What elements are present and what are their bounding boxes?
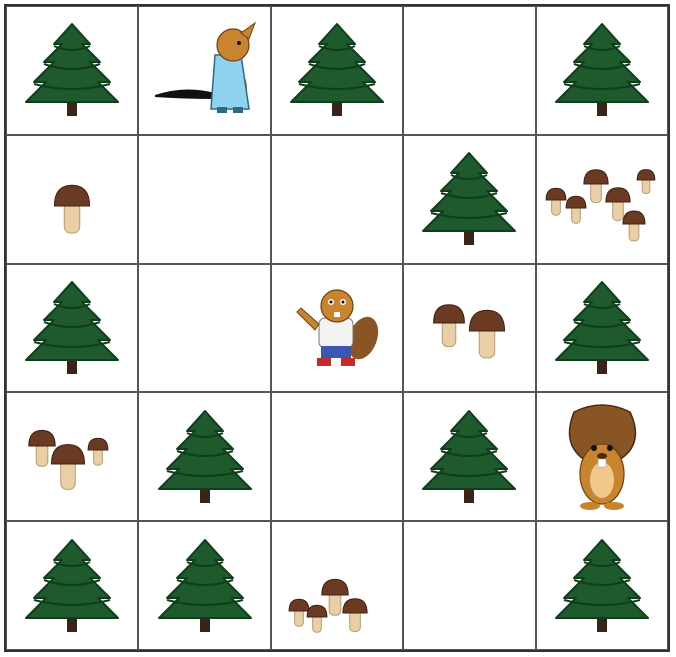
tree-icon [20,536,124,636]
cell-r4-c4[interactable] [403,392,535,521]
cell-r2-c4[interactable] [403,135,535,264]
cell-r2-c2[interactable] [138,135,270,264]
cell-r5-c2[interactable] [138,521,270,650]
cell-r5-c1[interactable] [6,521,138,650]
cell-r1-c5[interactable] [536,6,668,135]
cell-r4-c5[interactable] [536,392,668,521]
mushroom-2-icon [409,273,529,383]
tree-icon [285,20,389,120]
tree-icon [550,20,654,120]
cell-r1-c2[interactable] [138,6,270,135]
cell-r5-c3[interactable] [271,521,403,650]
tree-icon [153,407,257,507]
cell-r4-c1[interactable] [6,392,138,521]
cell-r3-c4[interactable] [403,264,535,393]
cell-r1-c1[interactable] [6,6,138,135]
cell-r5-c4[interactable] [403,521,535,650]
cell-r5-c5[interactable] [536,521,668,650]
cell-r3-c3[interactable] [271,264,403,393]
cell-r2-c3[interactable] [271,135,403,264]
tree-icon [20,20,124,120]
tree-icon [20,278,124,378]
cell-r4-c3[interactable] [271,392,403,521]
tree-icon [153,536,257,636]
tree-icon [417,149,521,249]
tree-icon [550,536,654,636]
mushroom-3-icon [12,402,132,512]
cell-r1-c4[interactable] [403,6,535,135]
tree-icon [417,407,521,507]
mushroom-1-icon [12,144,132,254]
beaver-waving-icon [287,278,387,378]
tree-icon [550,278,654,378]
cell-r4-c2[interactable] [138,392,270,521]
cell-r3-c5[interactable] [536,264,668,393]
game-board [4,4,670,652]
beaver-digging-icon [145,15,265,125]
mushroom-6-icon [542,144,662,254]
mushroom-4-icon [277,531,397,641]
cell-r3-c2[interactable] [138,264,270,393]
cell-r2-c5[interactable] [536,135,668,264]
beaver-standing-icon [552,402,652,512]
cell-r1-c3[interactable] [271,6,403,135]
cell-r3-c1[interactable] [6,264,138,393]
cell-r2-c1[interactable] [6,135,138,264]
